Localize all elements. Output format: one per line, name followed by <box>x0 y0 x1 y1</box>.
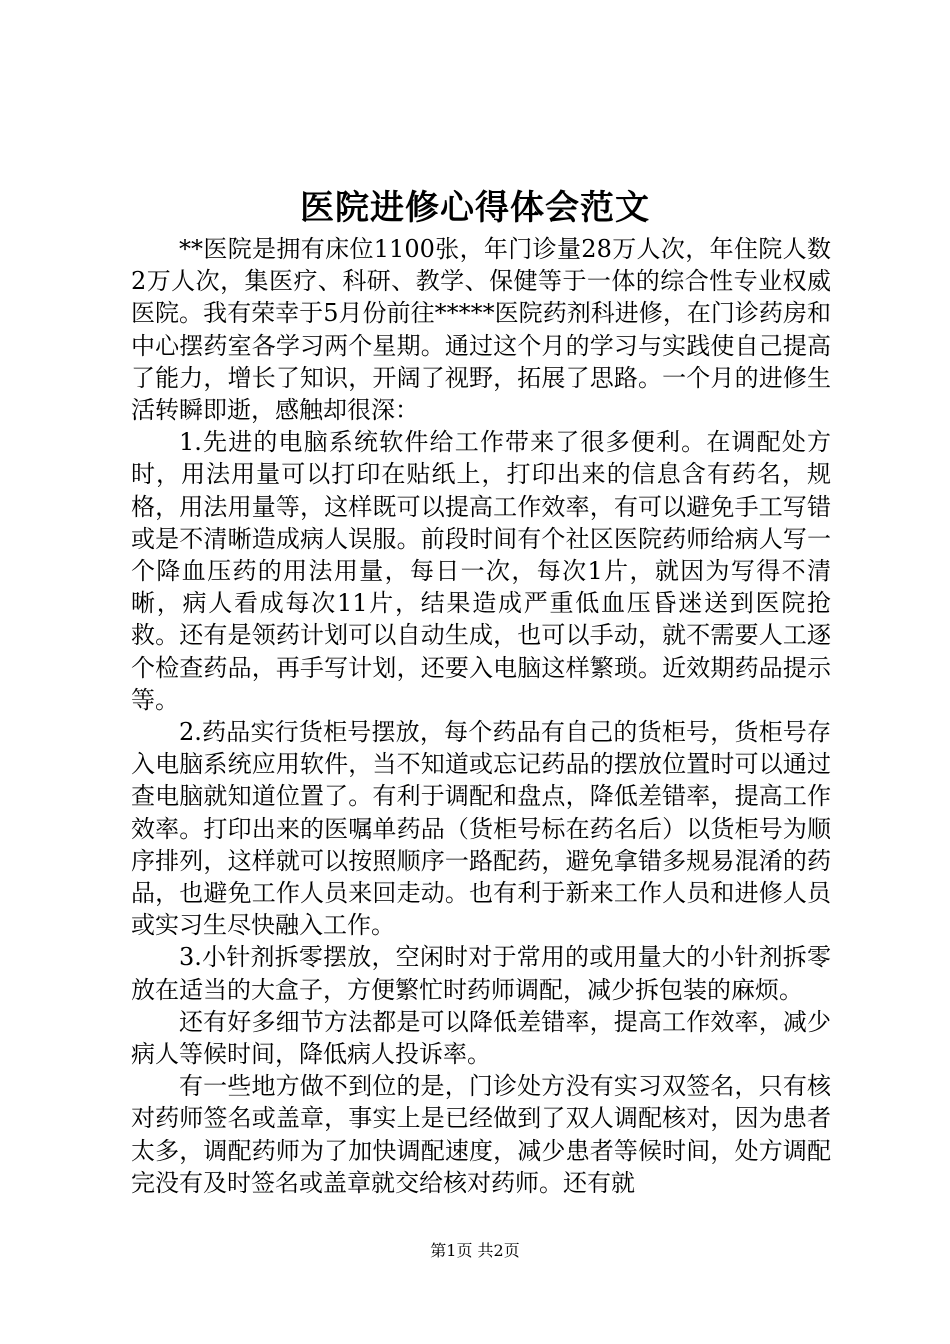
paragraph-point-1: 1.先进的电脑系统软件给工作带来了很多便利。在调配处方时，用法用量可以打印在贴纸上，打印出来的信息含有药名，规格，用法用量等，这样既可以提高工作效率，有可以避免手工写错或是不清晰造成病人误服。前段时间有个社区医院药师给病人写一个降血压药的用法用量，每日一次，每次1片，就因为写得不清晰，病人看成每次11片，结果造成严重低血压昏迷送到医院抢救。还有是领药计划可以自动生成，也可以手动，就不需要人工逐个检查药品，再手写计划，还要入电脑这样繁琐。近效期药品提示等。 <box>131 428 831 714</box>
paragraph-summary: 还有好多细节方法都是可以降低差错率，提高工作效率，减少病人等候时间，降低病人投诉率。 <box>131 1007 831 1069</box>
paragraph-shortcomings: 有一些地方做不到位的是，门诊处方没有实习双签名，只有核对药师签名或盖章，事实上是已经做到了双人调配核对，因为患者太多，调配药师为了加快调配速度，减少患者等候时间，处方调配完没有及时签名或盖章就交给核对药师。还有就 <box>131 1072 831 1197</box>
paragraph-point-3: 3.小针剂拆零摆放，空闲时对于常用的或用量大的小针剂拆零放在适当的大盒子，方便繁忙时药师调配，减少拆包装的麻烦。 <box>131 943 831 1004</box>
paragraph-intro: **医院是拥有床位1100张，年门诊量28万人次，年住院人数2万人次，集医疗、科研、教学、保健等于一体的综合性专业权威医院。我有荣幸于5月份前往*****医院药剂科进修，在门诊药房和中心摆药室各学习两个星期。通过这个月的学习与实践使自己提高了能力，增长了知识，开阔了视野，拓展了思路。一个月的进修生活转瞬即逝，感触却很深： <box>131 235 831 425</box>
page-number-footer: 第1页 共2页 <box>430 1241 520 1260</box>
paragraph-point-2: 2.药品实行货柜号摆放，每个药品有自己的货柜号，货柜号存入电脑系统应用软件，当不知道或忘记药品的摆放位置时可以通过查电脑就知道位置了。有利于调配和盘点，降低差错率，提高工作效率。打印出来的医嘱单药品（货柜号标在药名后）以货柜号为顺序排列，这样就可以按照顺序一路配药，避免拿错多规易混淆的药品，也避免工作人员来回走动。也有利于新来工作人员和进修人员或实习生尽快融入工作。 <box>131 718 831 940</box>
document-title: 医院进修心得体会范文 <box>300 188 650 228</box>
document-body <box>131 233 831 1199</box>
